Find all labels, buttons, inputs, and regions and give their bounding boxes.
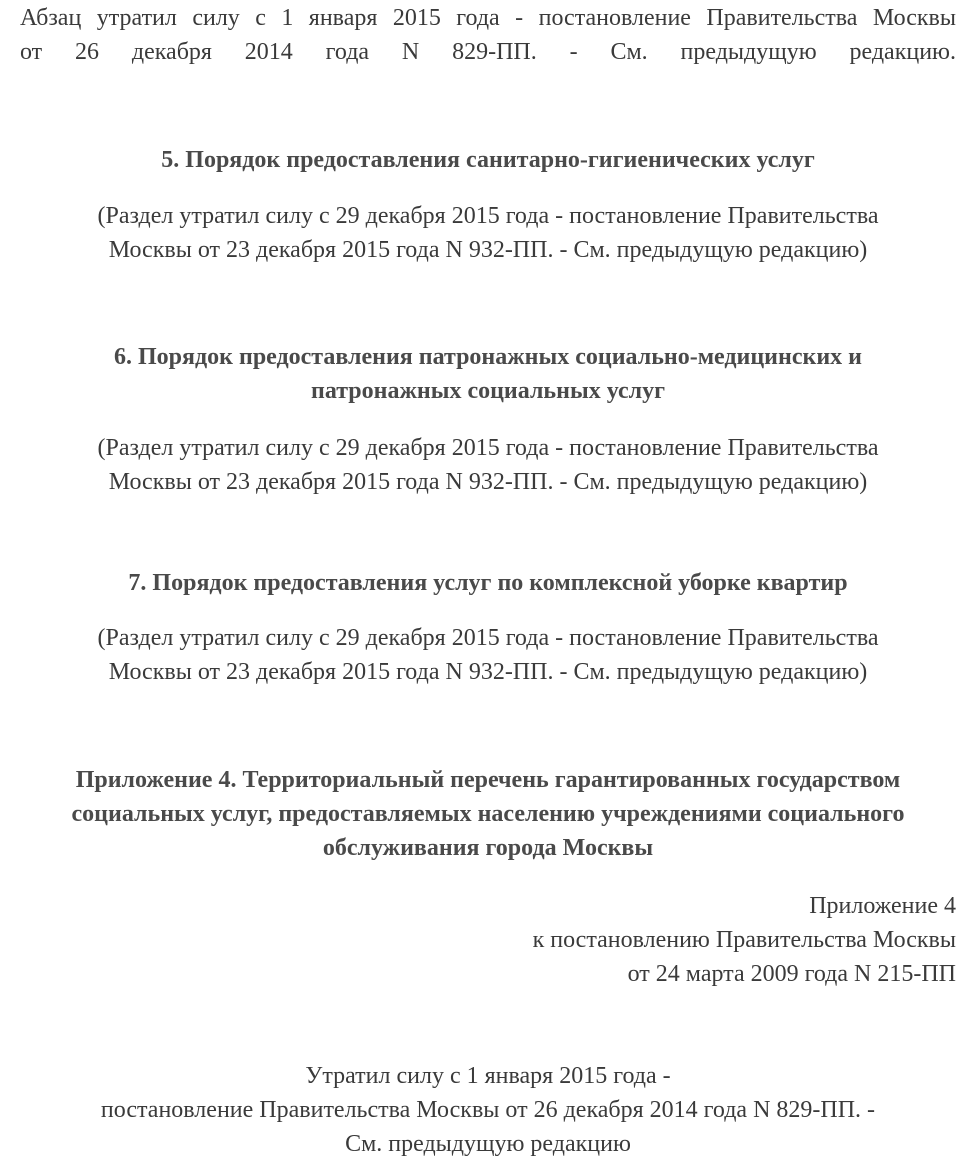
appendix-heading: Приложение 4. Территориальный перечень гарантированных государством социальных услуг, предоставляемых населению учреждениями социального обслуживания города Москвы	[71, 767, 905, 861]
appendix-reference: Приложение 4 к постановлению Правительства Москвы от 24 марта 2009 года N 215-ПП	[532, 893, 956, 987]
appendix-repeal-note: Утратил силу с 1 января 2015 года - постановление Правительства Москвы от 26 декабря 2014 года N 829-ПП. - См. предыдущую редакцию	[100, 1063, 876, 1157]
section-6-note: (Раздел утратил силу с 29 декабря 2015 года - постановление Правительства Москвы от 23 декабря 2015 года N 932-ПП. - См. предыдущую редакцию)	[97, 435, 879, 495]
intro-line-1: Абзац утратил силу с 1 января 2015 года - постановление Правительства Москвы	[20, 5, 956, 31]
section-7-note: (Раздел утратил силу с 29 декабря 2015 года - постановление Правительства Москвы от 23 декабря 2015 года N 932-ПП. - См. предыдущую редакцию)	[97, 625, 879, 685]
section-5-heading: 5. Порядок предоставления санитарно-гигиенических услуг	[161, 147, 815, 173]
intro-line-2: от 26 декабря 2014 года N 829-ПП. - См. предыдущую редакцию.	[20, 39, 956, 65]
section-5-note: (Раздел утратил силу с 29 декабря 2015 года - постановление Правительства Москвы от 23 декабря 2015 года N 932-ПП. - См. предыдущую редакцию)	[97, 203, 879, 263]
section-6-heading: 6. Порядок предоставления патронажных социально-медицинских и патронажных социальных услуг	[114, 344, 862, 404]
intro-paragraph	[20, 1, 956, 69]
section-7-heading: 7. Порядок предоставления услуг по комплексной уборке квартир	[128, 570, 848, 596]
